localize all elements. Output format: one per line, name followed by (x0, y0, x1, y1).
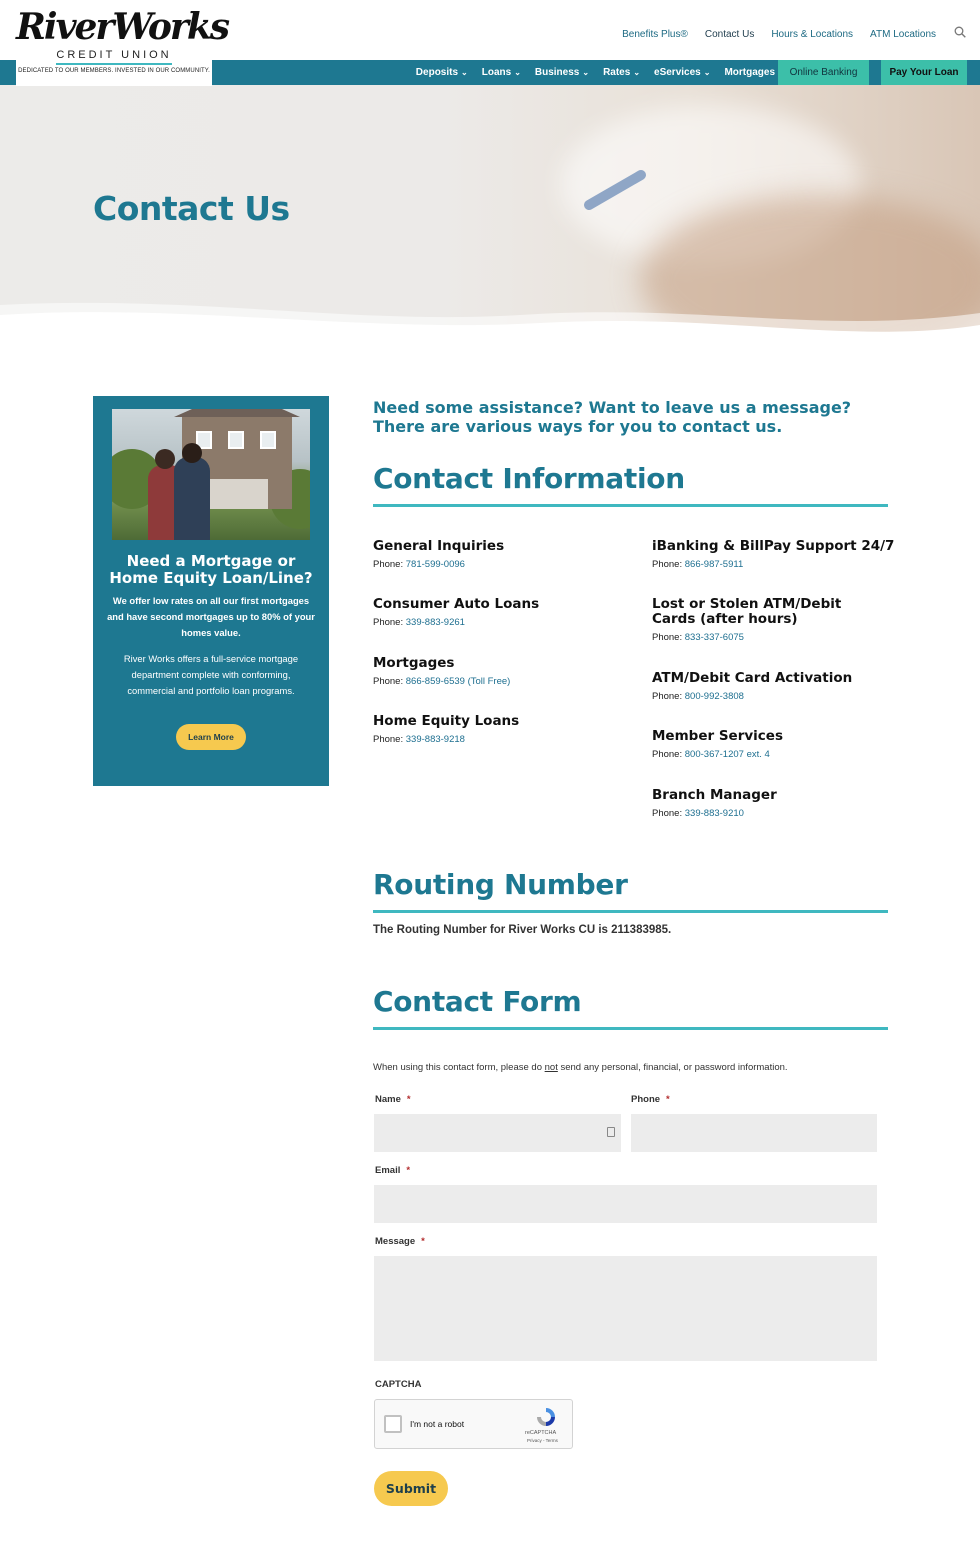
phone-label: Phone: (652, 808, 683, 819)
contact-branch-manager (652, 788, 777, 819)
person-head-shape (155, 449, 175, 469)
promo-body-text: River Works offers a full-service mortgage department complete with conforming, commercial and portfolio loan programs. (123, 653, 299, 696)
nav-item-mortgages[interactable] (724, 67, 775, 78)
search-icon[interactable] (954, 26, 966, 38)
nav-item-rates[interactable] (603, 67, 640, 78)
required-mark: * (406, 1165, 411, 1176)
name-label (375, 1094, 411, 1105)
email-input[interactable] (374, 1185, 877, 1223)
site-logo[interactable] (16, 0, 229, 86)
phone-label: Phone: (652, 749, 683, 760)
message-label (375, 1236, 425, 1247)
window-shape (228, 431, 244, 449)
promo-title: Need a Mortgage or Home Equity Loan/Line? (109, 552, 313, 587)
mortgage-promo-card (93, 396, 329, 786)
contact-phone-line (652, 691, 852, 702)
contact-lost-stolen-cards (652, 597, 882, 643)
form-privacy-note (373, 1062, 788, 1073)
person-shape (174, 457, 210, 540)
recaptcha-text: I'm not a robot (410, 1419, 465, 1429)
util-link-hours-locations[interactable]: Hours & Locations (771, 29, 854, 40)
contact-general-inquiries (373, 539, 504, 570)
nav-label: Business (534, 67, 580, 78)
online-banking-button[interactable]: Online Banking (778, 60, 869, 85)
routing-number-heading: Routing Number (373, 868, 628, 901)
phone-link[interactable]: 833-337-6075 (684, 632, 744, 643)
window-shape (260, 431, 276, 449)
routing-number-text: The Routing Number for River Works CU is 211383985. (373, 924, 672, 936)
nav-label: eServices (654, 67, 701, 78)
logo-subtitle: CREDIT UNION (56, 49, 172, 61)
phone-label: Phone: (652, 691, 683, 702)
utility-nav (622, 29, 936, 40)
util-link-contact-us[interactable]: Contact Us (704, 29, 755, 40)
phone-label: Phone: (373, 559, 404, 570)
recaptcha-widget (374, 1399, 573, 1449)
logo-divider (56, 63, 172, 65)
promo-bold-text: We offer low rates on all our first mortgages and have second mortgages up to 80% of your homes value. (107, 595, 315, 638)
nav-label: Loans (481, 67, 512, 78)
note-emphasis: not (544, 1062, 558, 1073)
phone-input[interactable] (631, 1114, 877, 1152)
label-text: Phone (631, 1094, 661, 1105)
contact-title: Home Equity Loans (373, 713, 520, 729)
required-mark: * (666, 1094, 670, 1105)
phone-label: Phone: (373, 734, 404, 745)
recaptcha-links[interactable]: Privacy - Terms (527, 1438, 558, 1443)
label-text: Email (375, 1165, 401, 1176)
contact-phone-line (373, 559, 504, 570)
contact-form-heading: Contact Form (373, 985, 582, 1018)
nav-item-eservices[interactable] (654, 67, 710, 78)
logo-wordmark: RiverWorks (16, 6, 229, 48)
chevron-down-icon: ⌄ (703, 68, 711, 77)
required-mark: * (421, 1236, 425, 1247)
contact-phone-line (652, 632, 882, 643)
hero-wave-divider (0, 285, 980, 350)
hero-banner (0, 85, 980, 350)
contact-title: Consumer Auto Loans (373, 596, 540, 612)
submit-button[interactable]: Submit (374, 1471, 448, 1506)
section-divider (373, 910, 888, 913)
nav-item-loans[interactable] (482, 67, 521, 78)
contact-consumer-auto-loans (373, 597, 539, 628)
contact-mortgages (373, 656, 510, 687)
contact-title: Member Services (652, 728, 783, 744)
label-text: Name (375, 1094, 401, 1105)
nav-item-business[interactable] (535, 67, 589, 78)
recaptcha-logo-icon (535, 1406, 557, 1428)
contact-title: iBanking & BillPay Support 24/7 (652, 538, 895, 554)
note-text: send any personal, financial, or password information. (557, 1062, 788, 1073)
nav-label: Deposits (415, 67, 459, 78)
phone-link[interactable]: 339-883-9261 (405, 617, 465, 628)
util-link-benefits-plus[interactable]: Benefits Plus® (622, 29, 688, 40)
name-input[interactable] (374, 1114, 621, 1152)
contact-phone-line (652, 749, 783, 760)
contact-title: Mortgages (373, 655, 455, 671)
phone-link[interactable]: 781-599-0096 (405, 559, 465, 570)
recaptcha-brand: reCAPTCHA (525, 1430, 557, 1436)
person-head-shape (182, 443, 202, 463)
section-divider (373, 504, 888, 507)
phone-link[interactable]: 866-859-6539 (Toll Free) (405, 676, 511, 687)
phone-label (631, 1094, 670, 1105)
captcha-label: CAPTCHA (375, 1379, 422, 1390)
note-text: When using this contact form, please do (373, 1062, 545, 1073)
phone-label: Phone: (373, 676, 404, 687)
contact-card-activation (652, 671, 852, 702)
porch-shape (208, 479, 268, 509)
nav-item-deposits[interactable] (416, 67, 468, 78)
contact-phone-line (652, 559, 894, 570)
message-textarea[interactable] (374, 1256, 877, 1361)
phone-label: Phone: (652, 559, 683, 570)
contact-info-heading: Contact Information (373, 462, 685, 495)
phone-link[interactable]: 866-987-5911 (684, 559, 744, 570)
page-title: Contact Us (93, 189, 290, 228)
phone-link[interactable]: 800-367-1207 ext. 4 (684, 749, 770, 760)
section-divider (373, 1027, 888, 1030)
required-mark: * (406, 1094, 411, 1105)
couple-shape (148, 457, 212, 540)
recaptcha-checkbox[interactable] (384, 1415, 402, 1433)
couple-house-image (112, 409, 310, 540)
contact-member-services (652, 729, 783, 760)
contact-home-equity-loans (373, 714, 519, 745)
contact-phone-line (373, 734, 519, 745)
label-text: Message (375, 1236, 416, 1247)
chevron-down-icon: ⌄ (633, 68, 641, 77)
intro-text: Need some assistance? Want to leave us a message? There are various ways for you to contact us. (373, 398, 852, 436)
contact-title: ATM/Debit Card Activation (652, 670, 853, 686)
learn-more-button[interactable]: Learn More (176, 724, 246, 750)
nav-label: Rates (603, 67, 631, 78)
logo-tagline: DEDICATED TO OUR MEMBERS. INVESTED IN OUR COMMUNITY. (18, 68, 210, 74)
contact-title: Lost or Stolen ATM/Debit Cards (after hours) (652, 596, 842, 627)
contact-title: General Inquiries (373, 538, 505, 554)
contact-phone-line (652, 808, 777, 819)
nav-label: Mortgages (724, 67, 775, 78)
contact-phone-line (373, 617, 539, 628)
chevron-down-icon: ⌄ (514, 68, 521, 77)
phone-link[interactable]: 339-883-9210 (684, 808, 744, 819)
email-label (375, 1165, 410, 1176)
contact-ibanking-support (652, 539, 894, 570)
phone-link[interactable]: 339-883-9218 (405, 734, 465, 745)
phone-label: Phone: (373, 617, 404, 628)
roof-shape (174, 409, 300, 417)
chevron-down-icon: ⌄ (582, 68, 590, 77)
pay-your-loan-button[interactable]: Pay Your Loan (881, 60, 967, 85)
util-link-atm-locations[interactable]: ATM Locations (870, 29, 936, 40)
autofill-icon (607, 1127, 615, 1137)
phone-label: Phone: (652, 632, 683, 643)
chevron-down-icon: ⌄ (461, 68, 468, 77)
contact-title: Branch Manager (652, 787, 777, 803)
contact-phone-line (373, 676, 510, 687)
phone-link[interactable]: 800-992-3808 (684, 691, 744, 702)
